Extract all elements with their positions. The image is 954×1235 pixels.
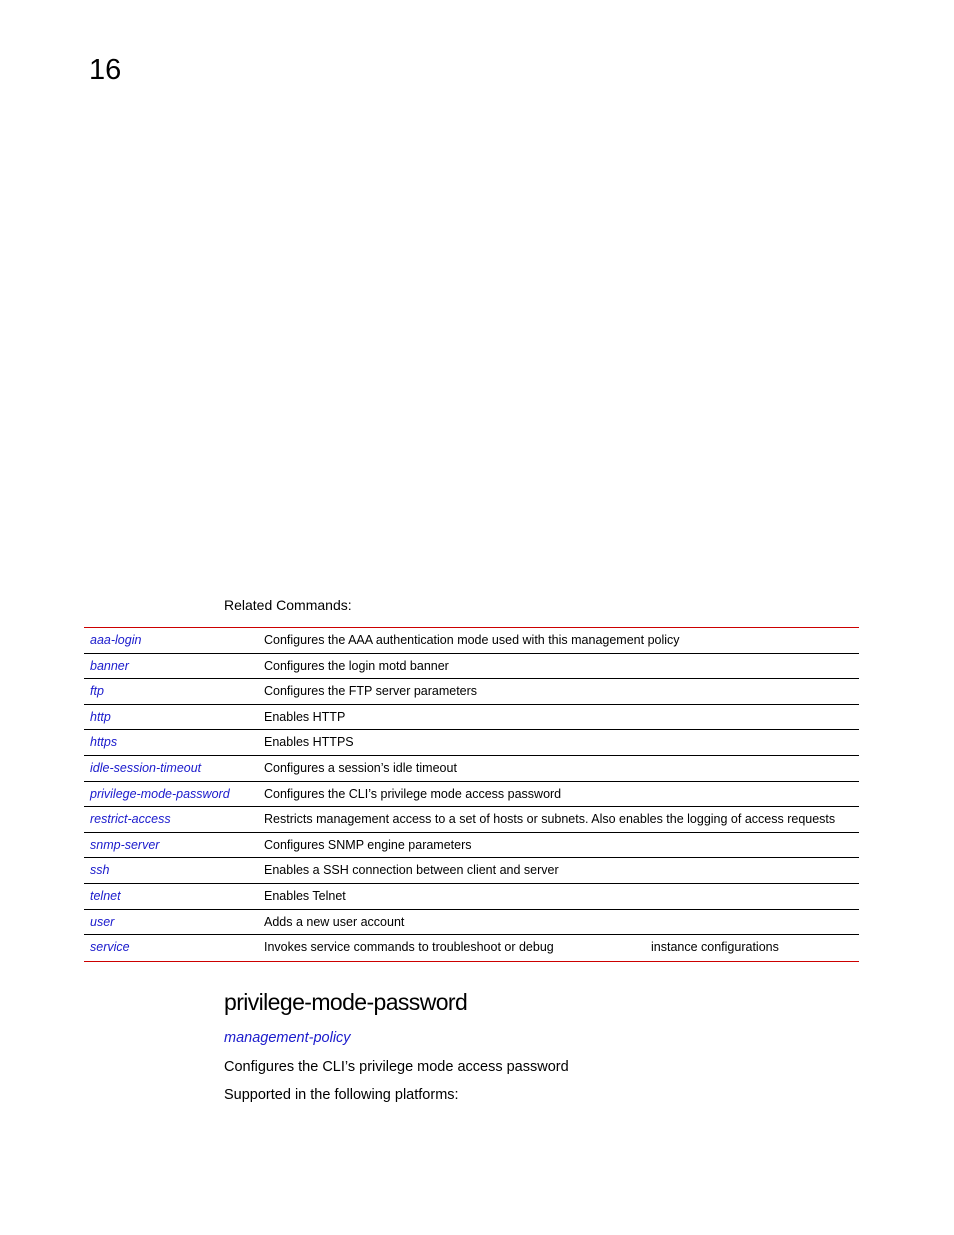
command-link-http[interactable]: http [90,709,111,724]
command-link-https[interactable]: https [90,735,118,750]
command-description-continued: instance configurations [651,940,779,955]
command-description: Configures SNMP engine parameters [264,837,472,852]
table-row [84,705,859,731]
command-description: Invokes service commands to troubleshoot or debug [264,940,554,955]
table-row [84,884,859,910]
command-link-service[interactable]: service [90,940,130,955]
command-description: Enables HTTP [264,709,346,724]
command-link-banner[interactable]: banner [90,658,129,673]
chapter-number: 16 [89,54,122,86]
table-row [84,756,859,782]
command-summary: Configures the CLI’s privilege mode access password [224,1059,569,1075]
command-description: Configures the CLI’s privilege mode access password [264,786,562,801]
command-description: Restricts management access to a set of hosts or subnets. Also enables the logging of access requests [264,812,836,827]
parent-context-link[interactable]: management-policy [224,1030,351,1046]
table-row [84,782,859,808]
command-link-privilege-mode-password[interactable]: privilege-mode-password [90,786,230,801]
command-description: Enables a SSH connection between client and server [264,863,559,878]
command-link-user[interactable]: user [90,914,115,929]
table-row [84,628,859,654]
table-row [84,858,859,884]
table-row [84,833,859,859]
command-link-snmp-server[interactable]: snmp-server [90,837,160,852]
command-link-telnet[interactable]: telnet [90,888,121,903]
platforms-label: Supported in the following platforms: [224,1087,459,1103]
command-description: Configures the AAA authentication mode used with this management policy [264,633,680,647]
table-row [84,679,859,705]
command-description: Enables Telnet [264,888,346,903]
command-description: Configures the login motd banner [264,658,449,673]
table-row [84,807,859,833]
section-title: privilege-mode-password [224,989,468,1015]
command-link-restrict-access[interactable]: restrict-access [90,812,171,827]
table-row [84,935,859,961]
command-link-aaa-login[interactable]: aaa-login [90,633,142,647]
command-description: Enables HTTPS [264,735,354,750]
related-commands-heading: Related Commands: [224,597,352,613]
command-link-idle-session-timeout[interactable]: idle-session-timeout [90,760,202,775]
table-row [84,910,859,936]
related-commands-table [84,627,859,962]
command-description: Adds a new user account [264,914,405,929]
table-row [84,730,859,756]
command-description: Configures the FTP server parameters [264,684,478,699]
command-link-ftp[interactable]: ftp [90,684,104,699]
command-link-ssh[interactable]: ssh [90,863,110,878]
table-row [84,654,859,680]
command-description: Configures a session’s idle timeout [264,760,457,775]
